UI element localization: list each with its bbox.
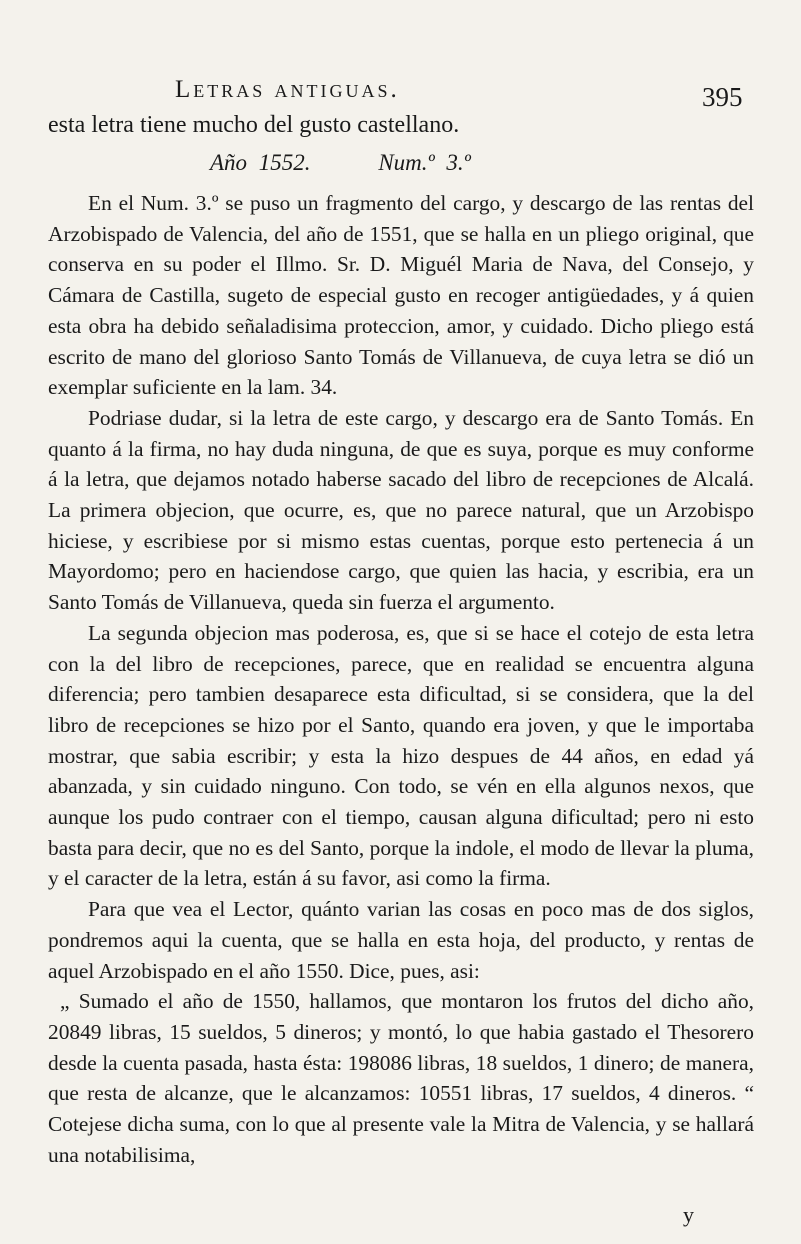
- body-text: [48, 188, 754, 1171]
- paragraph: La segunda objecion mas poderosa, es, que si se hace el cotejo de esta letra con la del libro de recepciones, parece, que en realidad se encuentra alguna diferencia; pero tambien desaparece esta dificultad, si se considera, que la del libro de recepciones se hizo por el Santo, quando era joven, y que le importaba mostrar, que sabia escribir; y esta la hizo despues de 44 años, en edad yá abanzada, y sin cuidado ninguno. Con todo, se vén en ella algunos nexos, que aunque los pudo contraer con el tiempo, causan alguna dificultad; pero ni esto basta para decir, que no es del Santo, porque la indole, el modo de llevar la pluma, y el caracter de la letra, están á su favor, asi como la firma.: [48, 620, 754, 891]
- entry-heading: [210, 150, 527, 176]
- continued-line: esta letra tiene mucho del gusto castellano.: [48, 112, 460, 138]
- page-number: 395: [702, 82, 743, 112]
- catchword: y: [683, 1202, 694, 1227]
- paragraph: En el Num. 3.º se puso un fragmento del cargo, y descargo de las rentas del Arzobispado de Valencia, del año de 1551, que se halla en un pliego original, que conserva en su poder el Illmo. Sr. D. Miguél Maria de Nava, del Consejo, y Cámara de Castilla, sugeto de especial gusto en recoger antigüedades, y á quien esta obra ha debido señaladisima proteccion, amor, y cuidado. Dicho pliego está escrito de mano del glorioso Santo Tomás de Villanueva, de cuya letra se dió un exemplar suficiente en la lam. 34.: [48, 191, 754, 400]
- quoted-account: „ Sumado el año de 1550, hallamos, que montaron los frutos del dicho año, 20849 libras, 15 sueldos, 5 dineros; y montó, lo que habia gastado el Thesorero desde la cuenta pasada, hasta ésta: 198086 libras, 18 sueldos, 1 dinero; de manera, que resta de alcanze, que le alcanzamos: 10551 libras, 17 sueldos, 4 dineros. “ Cotejese dicha suma, con lo que al presente vale la Mitra de Valencia, y se hallará una notabilisima,: [48, 989, 754, 1167]
- running-head: Letras antiguas.: [175, 76, 400, 103]
- entry-year: Año 1552.: [210, 150, 311, 175]
- paragraph: Podriase dudar, si la letra de este cargo, y descargo era de Santo Tomás. En quanto á la firma, no hay duda ninguna, de que es suya, porque es muy conforme á la letra, que dejamos notado haberse sacado del libro de recepciones de Alcalá. La primera objecion, que ocurre, es, que no parece natural, que un Arzobispo hiciese, y escribiese por si mismo estas cuentas, porque esto pertenecia á un Mayordomo; pero en haciendose cargo, que quien las hacia, y escribia, era un Santo Tomás de Villanueva, queda sin fuerza el argumento.: [48, 405, 754, 615]
- entry-number: Num.º 3.º: [378, 150, 471, 175]
- paragraph: Para que vea el Lector, quánto varian las cosas en poco mas de dos siglos, pondremos aqui la cuenta, que se halla en esta hoja, del producto, y rentas de aquel Arzobispado en el año 1550. Dice, pues, asi:: [48, 897, 754, 983]
